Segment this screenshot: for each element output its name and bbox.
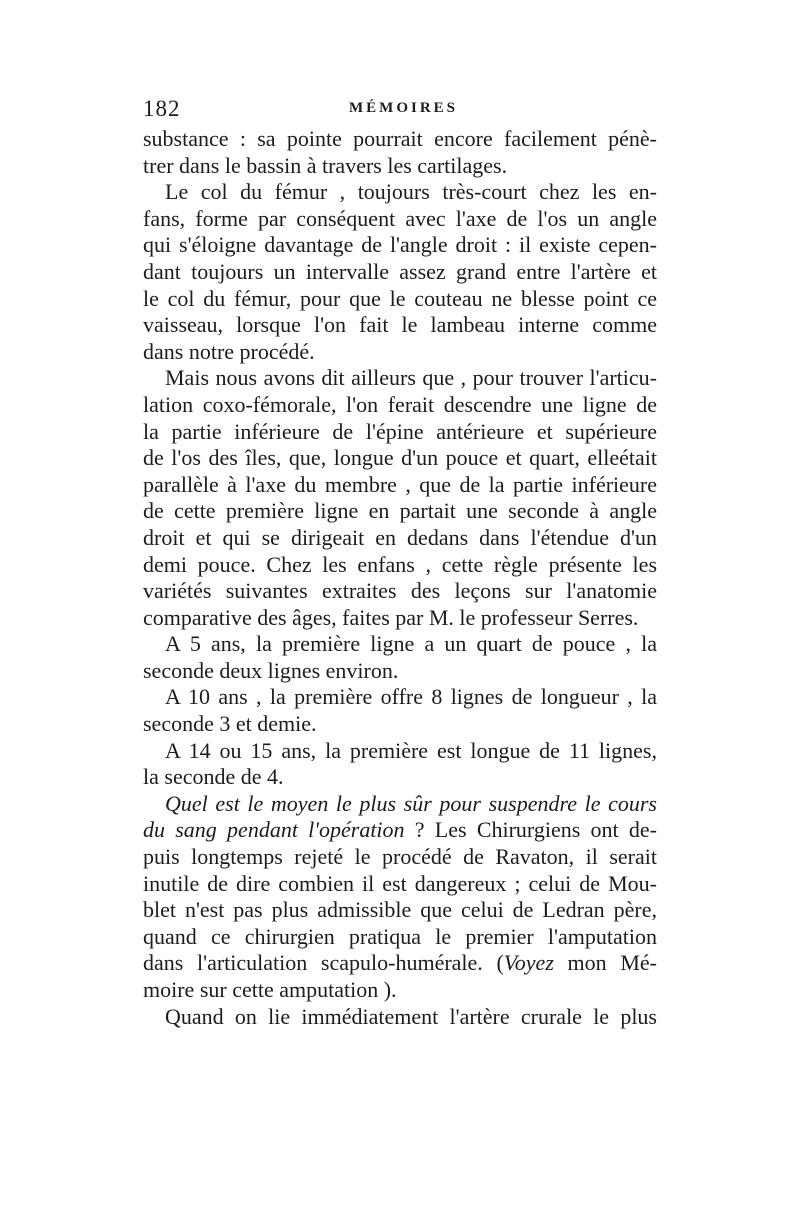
text-line: la seconde de 4. [143, 764, 284, 790]
text-line: seconde deux lignes environ. [143, 657, 399, 683]
text-line: blet n'est pas plus admissible que celui de Ledran père, [143, 897, 657, 923]
text-line: quand ce chirurgien pratiqua le premier l'amputation [143, 923, 657, 949]
text-line: fans, forme par conséquent avec l'axe de l'os un angle [143, 205, 657, 231]
text-line: comparative des âges, faites par M. le professeur Serres. [143, 604, 639, 630]
paragraph-start-line: Le col du fémur , toujours très-court chez les en- [165, 179, 657, 205]
text-line: parallèle à l'axe du membre , que de la partie inférieure [143, 471, 657, 497]
text-line: trer dans le bassin à travers les cartilages. [143, 152, 508, 178]
paragraph-start-line: A 5 ans, la première ligne a un quart de pouce , la [165, 631, 657, 657]
text-line: substance : sa pointe pourrait encore facilement pénè- [143, 126, 657, 151]
text-line: lation coxo-fémorale, l'on ferait descendre une ligne de [143, 391, 657, 417]
text-line: dant toujours un intervalle assez grand entre l'artère et [143, 258, 657, 284]
text-line: inutile de dire combien il est dangereux ; celui de Mou- [143, 870, 657, 896]
page-number: 182 [143, 96, 181, 121]
paragraph-start-line: Mais nous avons dit ailleurs que , pour trouver l'articu- [165, 365, 657, 391]
paragraph-start-line: A 10 ans , la première offre 8 lignes de longueur , la [165, 684, 657, 710]
text-line: variétés suivantes extraites des leçons sur l'anatomie [143, 578, 657, 604]
text-line: droit et qui se dirigeait en dedans dans l'étendue d'un [143, 524, 657, 550]
text-line: de cette première ligne en partait une seconde à angle [143, 498, 657, 524]
paragraph-start-line: Quel est le moyen le plus sûr pour suspendre le cours [165, 790, 657, 816]
text-segment: dans l'articulation scapulo-humérale. ( [143, 950, 504, 976]
text-line: vaisseau, lorsque l'on fait le lambeau interne comme [143, 312, 657, 338]
paragraph-start-line: Quand on lie immédiatement l'artère crurale le plus [165, 1003, 657, 1029]
body-text [143, 126, 657, 1030]
text-line [143, 950, 657, 977]
text-segment: ? Les Chirurgiens ont de- [404, 817, 657, 843]
paragraph-start-line: A 14 ou 15 ans, la première est longue de 11 lignes, [165, 737, 657, 763]
italic-word: Voyez [503, 950, 554, 976]
text-line: le col du fémur, pour que le couteau ne blesse point ce [143, 285, 657, 311]
italic-phrase: du sang pendant l'opération [143, 817, 405, 843]
text-segment: mon Mé- [553, 950, 657, 976]
text-line: moire sur cette amputation ). [143, 977, 397, 1002]
text-line: dans notre procédé. [143, 338, 315, 364]
text-line: seconde 3 et demie. [143, 711, 317, 737]
text-line [143, 817, 657, 844]
running-head: MÉMOIRES [349, 100, 459, 116]
text-line: puis longtemps rejeté le procédé de Ravaton, il serait [143, 844, 657, 870]
text-line: la partie inférieure de l'épine antérieure et supérieure [143, 418, 657, 444]
text-line: demi pouce. Chez les enfans , cette règle présente les [143, 551, 657, 577]
text-line: qui s'éloigne davantage de l'angle droit : il existe cepen- [143, 232, 657, 258]
page-header [143, 96, 655, 124]
text-line: de l'os des îles, que, longue d'un pouce et quart, elleétait [143, 445, 657, 471]
